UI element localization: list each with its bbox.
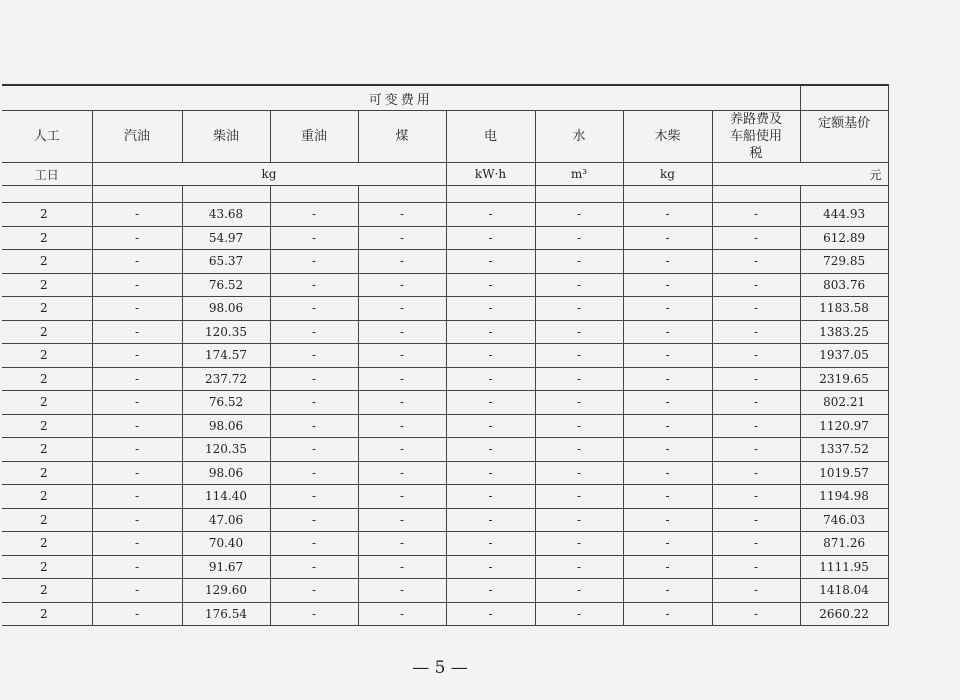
quota-table (2, 84, 889, 626)
table-cell: 2 (2, 438, 92, 462)
table-cell: 43.68 (182, 203, 270, 227)
table-cell: - (712, 344, 800, 368)
unit-water: m³ (535, 163, 623, 186)
table-row (2, 273, 888, 297)
table-cell: 176.54 (182, 602, 270, 626)
table-cell: - (92, 532, 182, 556)
table-cell: - (358, 485, 446, 509)
table-cell: 237.72 (182, 367, 270, 391)
table-cell: - (358, 250, 446, 274)
table-cell: 114.40 (182, 485, 270, 509)
table-cell: - (92, 297, 182, 321)
table-cell: 2 (2, 367, 92, 391)
table-cell: - (92, 485, 182, 509)
table-cell: 129.60 (182, 579, 270, 603)
table-cell: - (623, 203, 712, 227)
table-cell: - (535, 555, 623, 579)
col-labor: 人工 (2, 111, 92, 163)
table-row (2, 391, 888, 415)
table-cell: - (535, 508, 623, 532)
table-cell: - (623, 579, 712, 603)
table-cell: - (535, 273, 623, 297)
table-cell: - (92, 414, 182, 438)
table-cell: - (623, 602, 712, 626)
table-cell: - (446, 250, 535, 274)
table-cell: 2 (2, 320, 92, 344)
table-cell: 2 (2, 391, 92, 415)
table-cell: - (270, 320, 358, 344)
table-cell: - (712, 391, 800, 415)
table-cell: 2 (2, 508, 92, 532)
table-cell: - (623, 532, 712, 556)
table-cell: - (358, 203, 446, 227)
table-row (2, 508, 888, 532)
col-water: 水 (535, 111, 623, 163)
table-cell: - (712, 532, 800, 556)
table-row (2, 367, 888, 391)
table-cell: - (535, 226, 623, 250)
table-cell: - (358, 461, 446, 485)
table-cell: 120.35 (182, 320, 270, 344)
table-row (2, 250, 888, 274)
table-cell: - (92, 555, 182, 579)
table-cell: - (535, 414, 623, 438)
table-cell: 98.06 (182, 414, 270, 438)
table-cell: - (535, 320, 623, 344)
table-cell: - (446, 461, 535, 485)
table-cell: - (92, 438, 182, 462)
table-cell: - (623, 320, 712, 344)
table-cell: - (535, 461, 623, 485)
table-cell: 2 (2, 555, 92, 579)
col-gasoline: 汽油 (92, 111, 182, 163)
table-cell: 174.57 (182, 344, 270, 368)
table-cell: - (270, 485, 358, 509)
table-row (2, 438, 888, 462)
table-cell: 2 (2, 297, 92, 321)
col-firewood: 木柴 (623, 111, 712, 163)
table-cell: - (446, 203, 535, 227)
table-cell: - (446, 414, 535, 438)
table-cell: - (623, 344, 712, 368)
table-cell: 746.03 (800, 508, 888, 532)
col-base-price: 定额基价 (800, 111, 888, 163)
table-cell: 802.21 (800, 391, 888, 415)
table-cell: 2660.22 (800, 602, 888, 626)
table-row (2, 555, 888, 579)
table-row (2, 226, 888, 250)
table-cell: 2 (2, 602, 92, 626)
table-cell: - (92, 344, 182, 368)
col-road-tax: 养路费及车船使用税 (712, 111, 800, 163)
table-cell: 2 (2, 250, 92, 274)
table-cell: - (358, 555, 446, 579)
table-row (2, 461, 888, 485)
table-cell: - (623, 250, 712, 274)
table-cell: - (712, 203, 800, 227)
table-cell: 2 (2, 579, 92, 603)
table-cell: - (92, 508, 182, 532)
table-cell: 444.93 (800, 203, 888, 227)
table-cell: 871.26 (800, 532, 888, 556)
table-cell: - (623, 485, 712, 509)
table-cell: - (712, 273, 800, 297)
table-cell: - (623, 367, 712, 391)
table-cell: - (446, 532, 535, 556)
table-cell: 47.06 (182, 508, 270, 532)
table-cell: - (623, 273, 712, 297)
table-cell: - (623, 391, 712, 415)
table-cell: 98.06 (182, 461, 270, 485)
table-cell: - (270, 438, 358, 462)
table-cell: - (92, 367, 182, 391)
table-cell: - (270, 226, 358, 250)
table-cell: 76.52 (182, 273, 270, 297)
table-cell: - (623, 438, 712, 462)
table-cell: - (358, 320, 446, 344)
table-cell: - (535, 203, 623, 227)
table-cell: - (92, 250, 182, 274)
table-row (2, 203, 888, 227)
table-cell: - (712, 297, 800, 321)
table-cell: - (358, 602, 446, 626)
table-cell: - (92, 461, 182, 485)
table-cell: - (92, 226, 182, 250)
table-cell: - (446, 508, 535, 532)
table-cell: 1337.52 (800, 438, 888, 462)
table-cell: - (358, 414, 446, 438)
table-cell: 803.76 (800, 273, 888, 297)
table-cell: 76.52 (182, 391, 270, 415)
table-cell: 2 (2, 344, 92, 368)
table-cell: 2 (2, 461, 92, 485)
table-cell: - (712, 438, 800, 462)
table-cell: - (623, 226, 712, 250)
table-cell: 65.37 (182, 250, 270, 274)
col-electricity: 电 (446, 111, 535, 163)
table-cell: - (623, 461, 712, 485)
variable-cost-header: 可变费用 (2, 85, 800, 111)
table-cell: - (358, 579, 446, 603)
table-cell: - (535, 297, 623, 321)
table-cell: - (712, 602, 800, 626)
table-cell: - (712, 367, 800, 391)
table-cell: 2 (2, 226, 92, 250)
table-cell: - (446, 485, 535, 509)
table-cell: - (535, 367, 623, 391)
table-cell: - (623, 414, 712, 438)
table-cell: - (270, 555, 358, 579)
table-cell: - (270, 273, 358, 297)
table-cell: - (446, 602, 535, 626)
table-cell: 729.85 (800, 250, 888, 274)
table-cell: - (623, 297, 712, 321)
unit-fuel: kg (92, 163, 446, 186)
table-cell: - (446, 438, 535, 462)
table-cell: - (270, 367, 358, 391)
table-cell: - (535, 391, 623, 415)
table-cell: - (358, 273, 446, 297)
table-cell: - (623, 508, 712, 532)
table-cell: - (446, 320, 535, 344)
table-cell: - (712, 461, 800, 485)
table-cell: - (712, 555, 800, 579)
table-cell: 54.97 (182, 226, 270, 250)
col-coal: 煤 (358, 111, 446, 163)
table-cell: - (712, 320, 800, 344)
table-cell: - (270, 344, 358, 368)
table-cell: 1120.97 (800, 414, 888, 438)
col-diesel: 柴油 (182, 111, 270, 163)
table-cell: - (92, 203, 182, 227)
table-row (2, 414, 888, 438)
table-cell: - (446, 226, 535, 250)
table-cell: - (446, 297, 535, 321)
table-cell: 98.06 (182, 297, 270, 321)
table-cell: - (446, 367, 535, 391)
table-cell: - (623, 555, 712, 579)
unit-money: 元 (712, 163, 888, 186)
table-cell: - (92, 273, 182, 297)
table-cell: 1418.04 (800, 579, 888, 603)
table-cell: 1383.25 (800, 320, 888, 344)
table-row (2, 532, 888, 556)
table-cell: - (446, 579, 535, 603)
table-cell: - (535, 438, 623, 462)
table-cell: - (270, 414, 358, 438)
table-cell: - (358, 297, 446, 321)
table-cell: 2 (2, 273, 92, 297)
table-cell: - (92, 579, 182, 603)
table-cell: - (270, 297, 358, 321)
table-cell: - (358, 344, 446, 368)
table-cell: 1183.58 (800, 297, 888, 321)
table-cell: 70.40 (182, 532, 270, 556)
table-cell: - (358, 532, 446, 556)
table-cell: - (446, 391, 535, 415)
table-cell: 2319.65 (800, 367, 888, 391)
table-row (2, 485, 888, 509)
table-cell: - (712, 485, 800, 509)
table-cell: 612.89 (800, 226, 888, 250)
table-cell: - (446, 273, 535, 297)
table-cell: 2 (2, 414, 92, 438)
table-cell: - (535, 250, 623, 274)
table-cell: - (270, 508, 358, 532)
unit-electric: kW·h (446, 163, 535, 186)
table-cell: - (270, 203, 358, 227)
table-row (2, 297, 888, 321)
table-cell: - (712, 250, 800, 274)
table-cell: - (535, 579, 623, 603)
col-heavy-oil: 重油 (270, 111, 358, 163)
table-cell: - (270, 579, 358, 603)
table-cell: - (92, 391, 182, 415)
table-cell: - (358, 438, 446, 462)
table-cell: - (270, 602, 358, 626)
page-number: — 5 — (412, 658, 468, 678)
table-cell: - (446, 555, 535, 579)
unit-wood: kg (623, 163, 712, 186)
table-cell: - (270, 391, 358, 415)
table-cell: - (92, 320, 182, 344)
table-cell: 91.67 (182, 555, 270, 579)
table-cell: - (535, 602, 623, 626)
table-row (2, 579, 888, 603)
unit-labor: 工日 (2, 163, 92, 186)
table-cell: 1111.95 (800, 555, 888, 579)
table-cell: - (535, 344, 623, 368)
table-cell: - (712, 226, 800, 250)
table-cell: - (712, 508, 800, 532)
table-cell: - (270, 461, 358, 485)
table-cell: - (92, 602, 182, 626)
table-cell: - (712, 414, 800, 438)
table-row (2, 602, 888, 626)
table-row (2, 320, 888, 344)
table-cell: - (270, 250, 358, 274)
table-cell: 1194.98 (800, 485, 888, 509)
table-cell: - (358, 226, 446, 250)
table-cell: - (358, 367, 446, 391)
table-cell: - (358, 391, 446, 415)
table-row (2, 344, 888, 368)
table-cell: - (535, 532, 623, 556)
table-cell: - (270, 532, 358, 556)
table-cell: - (446, 344, 535, 368)
table-cell: - (535, 485, 623, 509)
table-cell: 2 (2, 485, 92, 509)
table-cell: 120.35 (182, 438, 270, 462)
table-cell: 1937.05 (800, 344, 888, 368)
table-cell: 1019.57 (800, 461, 888, 485)
table-cell: 2 (2, 532, 92, 556)
table-cell: - (358, 508, 446, 532)
table-cell: 2 (2, 203, 92, 227)
table-cell: - (712, 579, 800, 603)
